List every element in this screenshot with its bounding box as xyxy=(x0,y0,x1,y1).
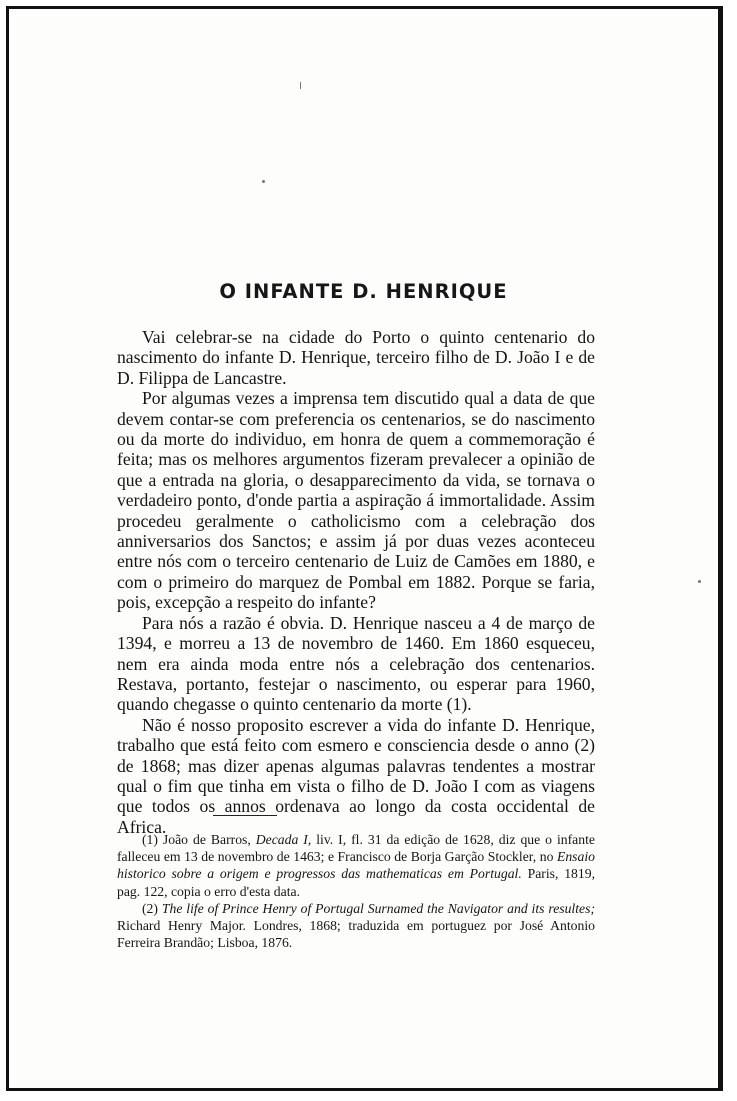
footnote-2 xyxy=(117,900,595,952)
paragraph-3: Para nós a razão é obvia. D. Henrique nasceu a 4 de março de 1394, e morreu a 13 de novembro de 1460. Em 1860 esqueceu, nem era ainda moda entre nós a celebração dos centenarios. Restava, portanto, festejar o nascimento, ou esperar para 1960, quando chegasse o quinto centenario da morte (1). xyxy=(117,612,595,715)
footnote-2-title: The life of Prince Henry of Portugal Surnamed the Navigator and its resultes; xyxy=(161,900,596,916)
paragraph-2: Por algumas vezes a imprensa tem discutido qual a data de que devem contar-se com preferencia os centenarios, se do nascimento ou da morte do individuo, em honra de quem a commemoração é feita; mas os melhores argumentos fizeram prevalecer a opinião de que a entrada na gloria, o desapparecimento da vida, se tornava o verdadeiro ponto, d'onde partia a aspiração á immortalidade. Assim procedeu geralmente o catholicismo com a celebração dos anniversarios dos Sanctos; e assim já por duas vezes aconteceu entre nós com o terceiro centenario de Luiz de Camões em 1880, e com o primeiro do marquez de Pombal em 1882. Porque se faria, pois, excepção a respeito do infante? xyxy=(117,388,595,613)
footnote-1-text: (1) João de Barros, xyxy=(142,832,256,847)
footnote-divider xyxy=(213,815,277,816)
paragraph-4: Não é nosso proposito escrever a vida do infante D. Henrique, trabalho que está feito com esmero e consciencia desde o anno (2) de 1868; mas dizer apenas algumas palavras tendentes a mostrar qual o fim que tinha em vista o filho de D. João I com as viagens que todos os annos ordenava ao longo da costa occidental de Africa. xyxy=(117,714,595,837)
footnote-2-text: Richard Henry Major. Londres, 1868; traduzida em portuguez por José Antonio Ferreira Brandão; Lisboa, 1876. xyxy=(117,918,595,951)
page-title: O INFANTE D. HENRIQUE xyxy=(219,280,508,304)
ink-speck xyxy=(300,82,301,89)
footnote-1-text: Paris, 1819, pag. 122, copia o erro d'esta data. xyxy=(117,866,596,899)
footnote-2-text: (2) xyxy=(142,900,162,916)
footnote-1-title: Decada I, xyxy=(255,832,312,847)
footnotes xyxy=(117,831,595,951)
footnote-1-title: Ensaio historico sobre a origem e progressos das mathematicas em Portugal. xyxy=(117,849,595,882)
book-page xyxy=(6,6,723,1091)
ink-speck xyxy=(262,180,265,183)
body-text xyxy=(117,327,595,837)
footnote-1 xyxy=(117,831,595,900)
footnote-1-text: liv. I, fl. 31 da edição de 1628, diz que o infante falleceu em 13 de novembro de 1463; e Francisco de Borja Garção Stockler, no xyxy=(117,832,595,865)
paragraph-1: Vai celebrar-se na cidade do Porto o quinto centenario do nascimento do infante D. Henrique, terceiro filho de D. João I e de D. Filippa de Lancastre. xyxy=(117,327,595,388)
ink-speck xyxy=(698,580,701,583)
